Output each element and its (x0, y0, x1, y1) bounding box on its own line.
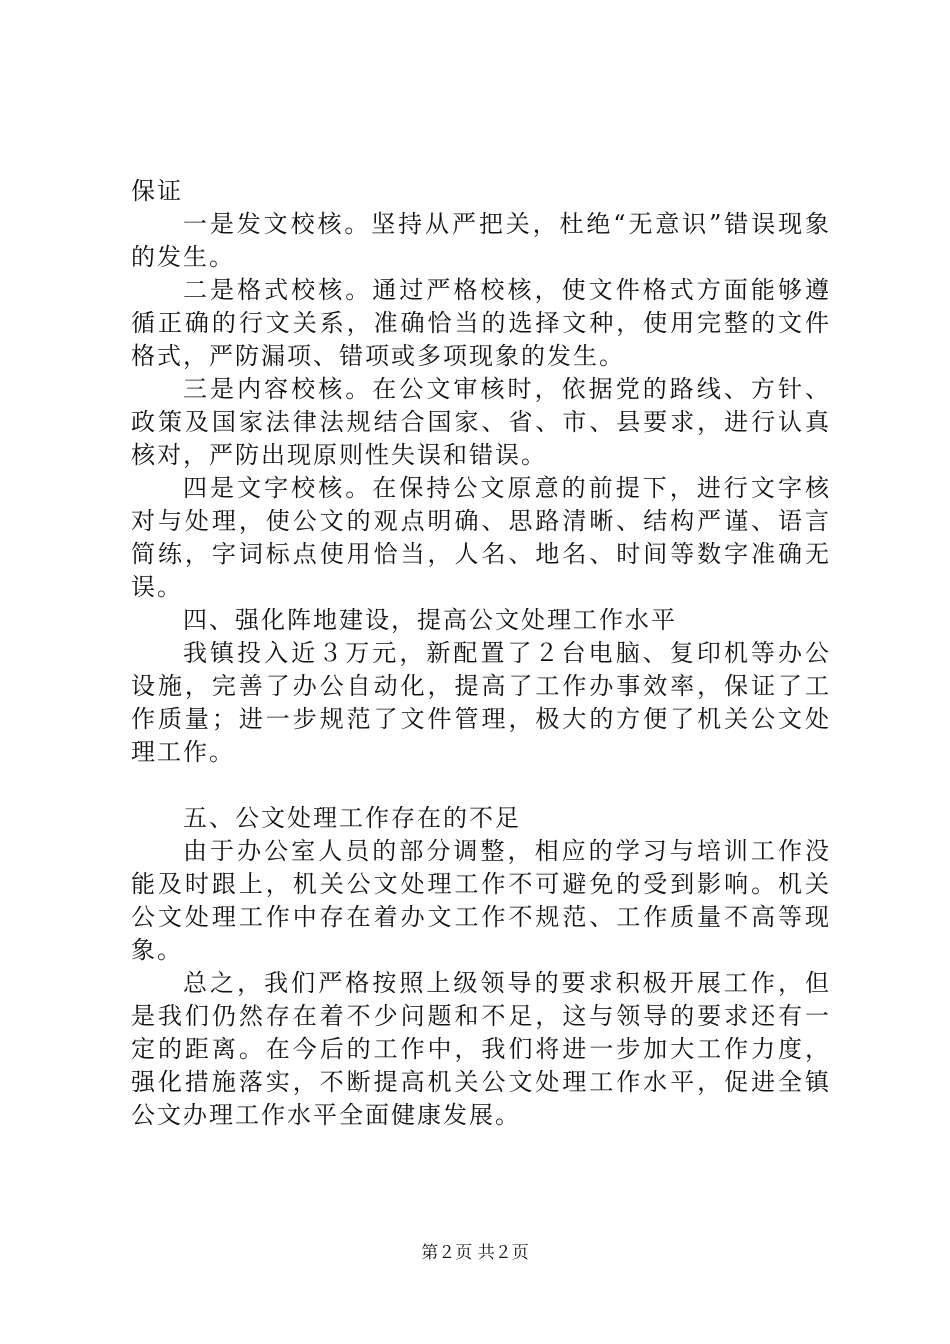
page-number-label: 第２页 共２页 (421, 1243, 529, 1263)
section-heading-five: 五、公文处理工作存在的不足 (183, 804, 521, 832)
paragraph-dispatch-check: 一是发文校核。坚持从严把关，杜绝“无意识”错误现象的发生。 (131, 210, 831, 271)
document-body (131, 175, 831, 1132)
paragraph-investment: 我镇投入近３万元，新配置了２台电脑、复印机等办公设施，完善了办公自动化，提高了工作办事效率，保证了工作质量；进一步规范了文件管理，极大的方便了机关公文处理工作。 (131, 639, 831, 766)
paragraph-continuation: 保证 (131, 177, 183, 205)
paragraph-content-check: 三是内容校核。在公文审核时，依据党的路线、方针、政策及国家法律法规结合国家、省、市、县要求，进行认真核对，严防出现原则性失误和错误。 (131, 375, 831, 469)
paragraph-shortcomings: 由于办公室人员的部分调整，相应的学习与培训工作没能及时跟上，机关公文处理工作不可避免的受到影响。机关公文处理工作中存在着办文工作不规范、工作质量不高等现象。 (131, 837, 831, 964)
paragraph-text-check: 四是文字校核。在保持公文原意的前提下，进行文字核对与处理，使公文的观点明确、思路清晰、结构严谨、语言简练，字词标点使用恰当，人名、地名、时间等数字准确无误。 (131, 474, 831, 601)
page-footer (0, 1241, 950, 1265)
paragraph-gap (131, 769, 831, 802)
section-heading-four: 四、强化阵地建设，提高公文处理工作水平 (183, 606, 677, 634)
paragraph-format-check: 二是格式校核。通过严格校核，使文件格式方面能够遵循正确的行文关系，准确恰当的选择文种，使用完整的文件格式，严防漏项、错项或多项现象的发生。 (131, 276, 831, 370)
paragraph-conclusion: 总之，我们严格按照上级领导的要求积极开展工作，但是我们仍然存在着不少问题和不足，这与领导的要求还有一定的距离。在今后的工作中，我们将进一步加大工作力度，强化措施落实，不断提高机关公文处理工作水平，促进全镇公文办理工作水平全面健康发展。 (131, 969, 831, 1129)
